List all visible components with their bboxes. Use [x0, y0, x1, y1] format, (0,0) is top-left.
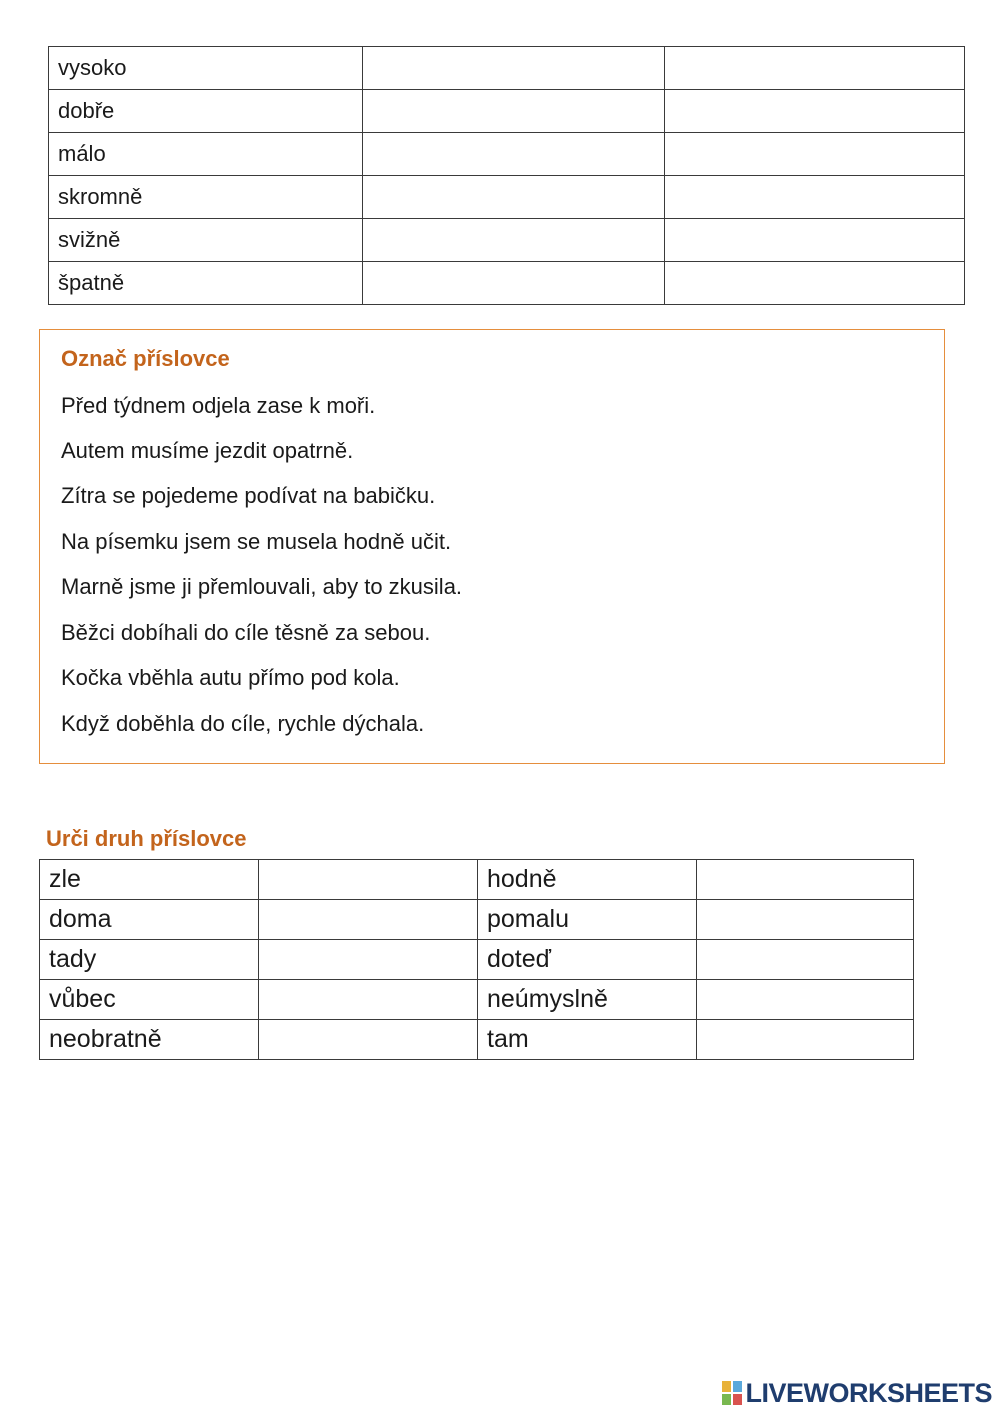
answer-cell[interactable] [665, 219, 965, 262]
table-row [49, 219, 965, 262]
answer-cell[interactable] [259, 940, 478, 980]
answer-cell[interactable] [697, 1020, 914, 1060]
table-cell-word: zle [40, 860, 259, 900]
table-cell-word: neobratně [40, 1020, 259, 1060]
sentence[interactable]: Autem musíme jezdit opatrně. [61, 438, 354, 463]
table-cell-word: hodně [478, 860, 697, 900]
sentence[interactable]: Marně jsme ji přemlouvali, aby to zkusila. [61, 574, 463, 599]
answer-cell[interactable] [363, 90, 665, 133]
adverbs-table [48, 46, 965, 305]
table-row [40, 860, 914, 900]
answer-cell[interactable] [665, 133, 965, 176]
liveworksheets-logo [722, 1376, 992, 1410]
table-cell-word: doma [40, 900, 259, 940]
adverb-type-table [39, 859, 914, 1060]
table-cell-word: tady [40, 940, 259, 980]
table-cell-word: dobře [49, 90, 363, 133]
table-row [40, 900, 914, 940]
table-cell-word: tam [478, 1020, 697, 1060]
table-cell-word: skromně [49, 176, 363, 219]
table-row [49, 47, 965, 90]
sentence[interactable]: Kočka vběhla autu přímo pod kola. [61, 665, 400, 690]
section-title: Urči druh příslovce [46, 826, 247, 851]
table-cell-word: vůbec [40, 980, 259, 1020]
table-cell-word: špatně [49, 262, 363, 305]
table-row [40, 940, 914, 980]
answer-cell[interactable] [665, 176, 965, 219]
answer-cell[interactable] [697, 980, 914, 1020]
logo-icon [722, 1381, 742, 1405]
sentence[interactable]: Běžci dobíhali do cíle těsně za sebou. [61, 620, 431, 645]
answer-cell[interactable] [363, 47, 665, 90]
answer-cell[interactable] [363, 176, 665, 219]
table-row [40, 980, 914, 1020]
answer-cell[interactable] [665, 90, 965, 133]
table-row [49, 90, 965, 133]
logo-text: LIVEWORKSHEETS [745, 1377, 992, 1408]
answer-cell[interactable] [363, 133, 665, 176]
exercise-title: Označ příslovce [61, 346, 230, 371]
table-cell-word: neúmyslně [478, 980, 697, 1020]
table-cell-word: málo [49, 133, 363, 176]
sentence[interactable]: Když doběhla do cíle, rychle dýchala. [61, 711, 425, 736]
answer-cell[interactable] [363, 262, 665, 305]
table-cell-word: vysoko [49, 47, 363, 90]
table-cell-word: doteď [478, 940, 697, 980]
answer-cell[interactable] [697, 940, 914, 980]
exercise-box [39, 329, 945, 764]
sentence[interactable]: Zítra se pojedeme podívat na babičku. [61, 483, 436, 508]
answer-cell[interactable] [697, 900, 914, 940]
answer-cell[interactable] [259, 980, 478, 1020]
answer-cell[interactable] [665, 47, 965, 90]
answer-cell[interactable] [363, 219, 665, 262]
answer-cell[interactable] [665, 262, 965, 305]
table-row [49, 262, 965, 305]
table-row [49, 176, 965, 219]
sentence[interactable]: Na písemku jsem se musela hodně učit. [61, 529, 452, 554]
answer-cell[interactable] [259, 900, 478, 940]
answer-cell[interactable] [697, 860, 914, 900]
answer-cell[interactable] [259, 860, 478, 900]
table-row [40, 1020, 914, 1060]
answer-cell[interactable] [259, 1020, 478, 1060]
table-cell-word: svižně [49, 219, 363, 262]
sentence[interactable]: Před týdnem odjela zase k moři. [61, 393, 376, 418]
table-cell-word: pomalu [478, 900, 697, 940]
table-row [49, 133, 965, 176]
